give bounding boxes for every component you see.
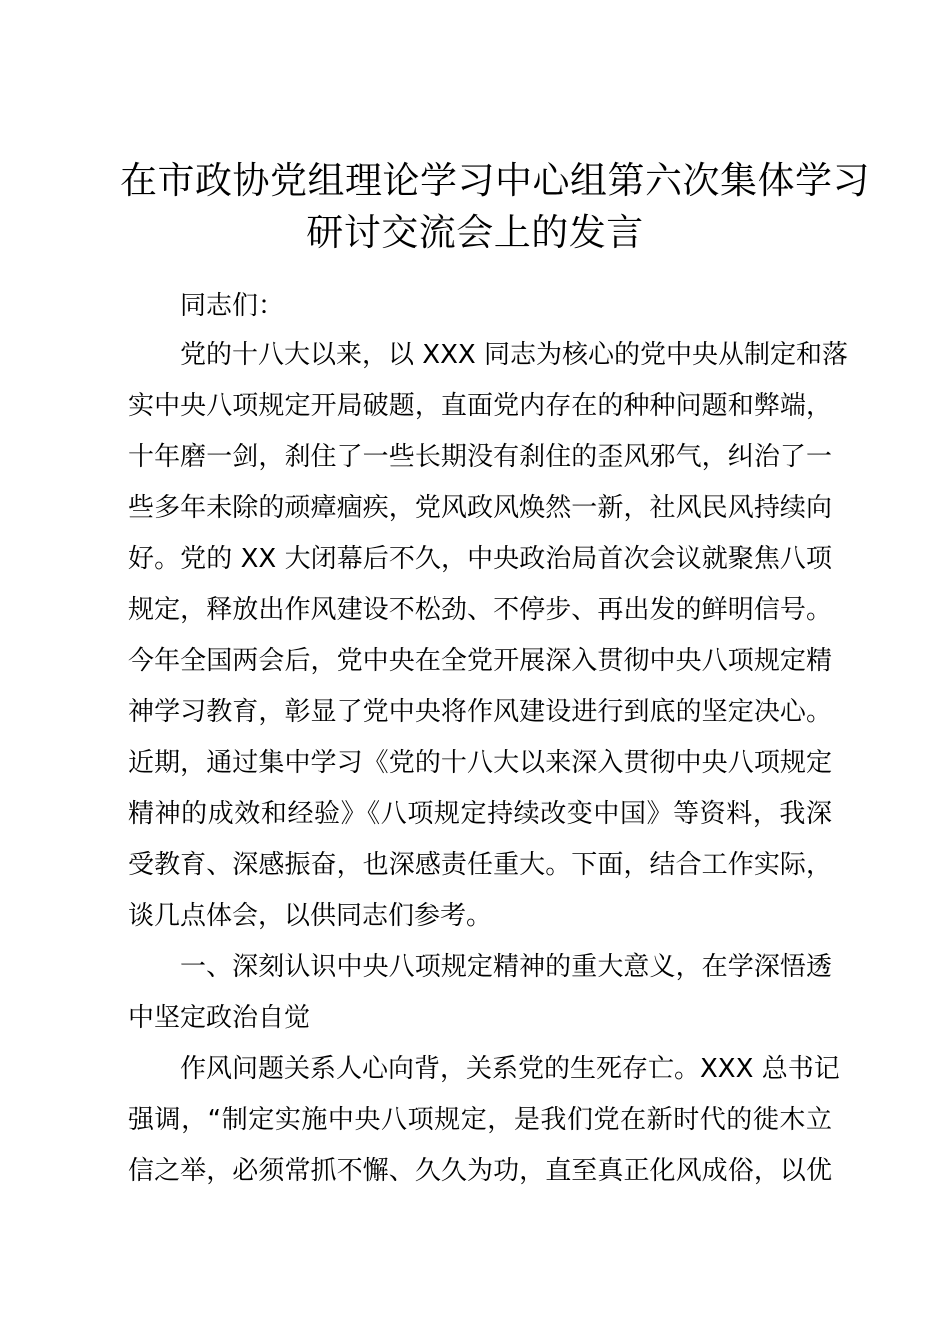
paragraph-1-line-1: 党的十八大以来，以 XXX 同志为核心的党中央从制定和落 xyxy=(180,340,848,370)
paragraph-1-line-4: 些多年未除的顽瘴痼疾，党风政风焕然一新，社风民风持续向 xyxy=(128,493,832,523)
paragraph-1-line-3: 十年磨一剑，刹住了一些长期没有刹住的歪风邪气，纠治了一 xyxy=(128,442,832,472)
paragraph-1-line-2: 实中央八项规定开局破题，直面党内存在的种种问题和弊端， xyxy=(128,391,832,421)
paragraph-1-line-9: 近期，通过集中学习《党的十八大以来深入贯彻中央八项规定 xyxy=(128,748,832,778)
section-heading-line-1: 一、深刻认识中央八项规定精神的重大意义，在学深悟透 xyxy=(180,952,832,982)
paragraph-3-line-1: 作风问题关系人心向背，关系党的生死存亡。XXX 总书记 xyxy=(180,1054,840,1084)
paragraph-3-line-3: 信之举，必须常抓不懈、久久为功，直至真正化风成俗，以优 xyxy=(128,1156,832,1186)
paragraph-1-line-11: 受教育、深感振奋，也深感责任重大。下面，结合工作实际， xyxy=(128,850,832,880)
paragraph-1-line-12: 谈几点体会，以供同志们参考。 xyxy=(128,901,493,931)
paragraph-3-line-2: 强调，“制定实施中央八项规定，是我们党在新时代的徙木立 xyxy=(128,1105,832,1135)
paragraph-1-line-8: 神学习教育，彰显了党中央将作风建设进行到底的坚定决心。 xyxy=(128,697,832,727)
paragraph-1-line-6: 规定，释放出作风建设不松劲、不停步、再出发的鲜明信号。 xyxy=(128,595,832,625)
document-title-line-2: 研讨交流会上的发言 xyxy=(306,211,644,254)
paragraph-1-line-10: 精神的成效和经验》《八项规定持续改变中国》等资料，我深 xyxy=(128,799,832,829)
section-heading-line-2: 中坚定政治自觉 xyxy=(128,1003,311,1033)
document-title-line-1: 在市政协党组理论学习中心组第六次集体学习 xyxy=(120,159,870,202)
paragraph-1-line-5: 好。党的 XX 大闭幕后不久，中央政治局首次会议就聚焦八项 xyxy=(128,544,832,574)
salutation: 同志们： xyxy=(180,291,285,321)
paragraph-1-line-7: 今年全国两会后，党中央在全党开展深入贯彻中央八项规定精 xyxy=(128,646,832,676)
